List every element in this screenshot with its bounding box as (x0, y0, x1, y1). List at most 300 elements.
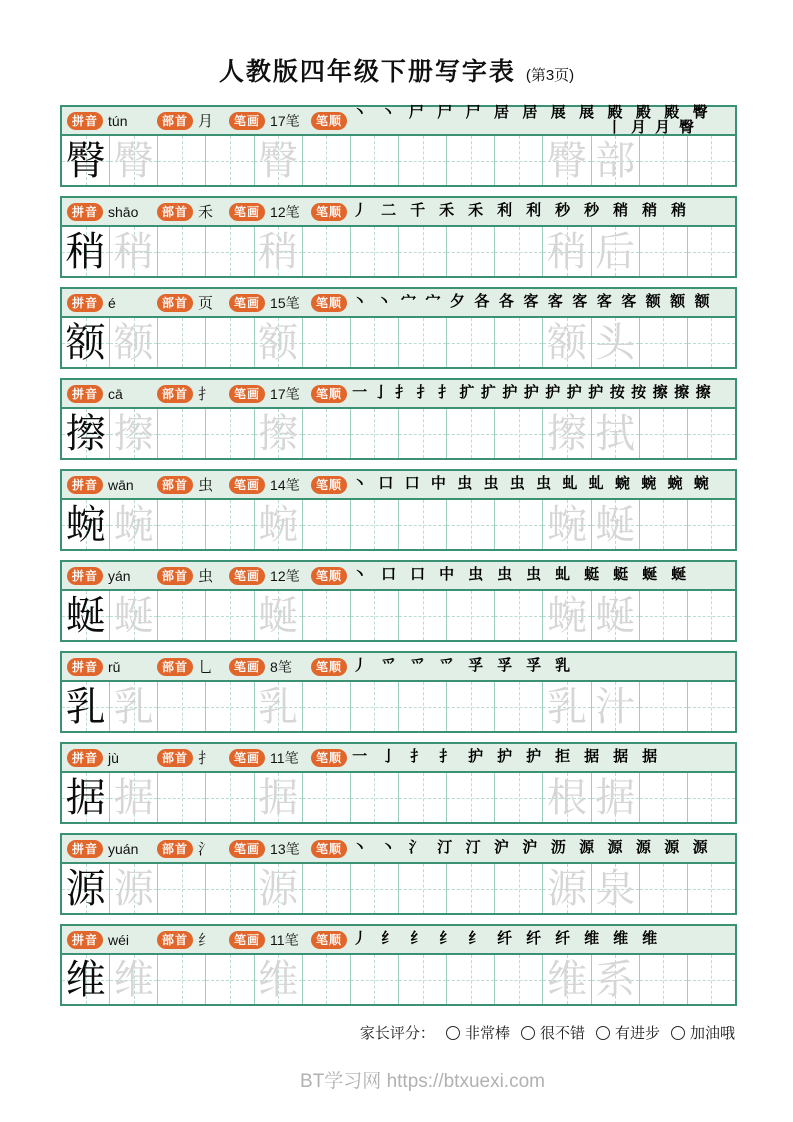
practice-cell (351, 318, 399, 367)
practice-cell (592, 500, 640, 549)
character-block (60, 105, 737, 187)
practice-cell (399, 682, 447, 731)
rating-option-label: 很不错 (539, 1025, 585, 1042)
practice-cell (688, 136, 735, 185)
pinyin-value: wéi (108, 931, 130, 948)
practice-grid (62, 227, 735, 276)
practice-cell (158, 500, 206, 549)
row-header-band (62, 471, 735, 500)
practice-cell (110, 591, 158, 640)
practice-cell (640, 409, 688, 458)
character-model: 蜒 (65, 592, 106, 638)
character-block (60, 287, 737, 369)
word-trace: 蜒 (595, 501, 636, 547)
practice-cell (399, 591, 447, 640)
practice-cell (543, 318, 591, 367)
practice-cell (206, 227, 254, 276)
practice-cell (399, 500, 447, 549)
practice-cell (62, 318, 110, 367)
practice-cell (447, 864, 495, 913)
stroke-order-line: 丨月月臀 (606, 119, 703, 136)
practice-cell (688, 500, 735, 549)
practice-grid (62, 136, 735, 185)
stroke-count-value: 17笔 (270, 112, 300, 129)
word-trace: 额 (546, 319, 587, 365)
radical-badge: 部首 (157, 749, 193, 767)
word-trace: 蜿 (546, 592, 587, 638)
stroke-order-line: 一亅扌扌护护护拒据据据 (352, 749, 672, 765)
practice-cell (158, 591, 206, 640)
character-trace: 乳 (258, 683, 299, 729)
rating-circle-icon (671, 1026, 685, 1040)
radical-value: 扌 (198, 751, 214, 767)
word-trace: 臀 (546, 137, 587, 183)
practice-cell (543, 227, 591, 276)
character-trace: 稍 (113, 228, 154, 274)
character-trace: 臀 (258, 137, 299, 183)
stroke-count-value: 14笔 (270, 476, 300, 493)
practice-cell (447, 682, 495, 731)
word-trace: 擦 (546, 410, 587, 456)
pinyin-value: cā (108, 385, 123, 402)
rating-option (671, 1022, 735, 1043)
character-model: 额 (65, 319, 106, 365)
practice-cell (158, 773, 206, 822)
rating-circle-icon (521, 1026, 535, 1040)
rating-option-label: 有进步 (614, 1025, 660, 1042)
practice-cell (255, 500, 303, 549)
pinyin-badge: 拼音 (67, 567, 103, 585)
practice-cell (110, 955, 158, 1004)
stroke-order-line: 丶丶宀宀夕各各客客客客客额额额 (352, 294, 720, 310)
word-trace: 乳 (546, 683, 587, 729)
row-header-band (62, 289, 735, 318)
practice-cell (495, 227, 543, 276)
practice-cell (447, 409, 495, 458)
stroke-order-line: 丶口口中虫虫虫虫虬虬蜿蜿蜿蜿 (352, 476, 721, 492)
practice-cell (303, 682, 351, 731)
character-trace: 据 (258, 774, 299, 820)
practice-cell (399, 864, 447, 913)
stroke-count-value: 11笔 (270, 931, 299, 948)
practice-cell (158, 409, 206, 458)
pinyin-badge: 拼音 (67, 385, 103, 403)
stroke-count-badge: 笔画 (229, 658, 265, 676)
practice-cell (303, 409, 351, 458)
practice-cell (592, 318, 640, 367)
stroke-order-sequence (352, 289, 731, 316)
practice-cell (158, 227, 206, 276)
practice-cell (399, 409, 447, 458)
practice-cell (303, 773, 351, 822)
pinyin-badge: 拼音 (67, 749, 103, 767)
practice-cell (255, 318, 303, 367)
practice-cell (688, 591, 735, 640)
character-trace: 臀 (113, 137, 154, 183)
practice-cell (495, 318, 543, 367)
character-trace: 源 (258, 865, 299, 911)
rating-circle-icon (446, 1026, 460, 1040)
practice-grid (62, 318, 735, 367)
practice-cell (640, 591, 688, 640)
stroke-order-line: 丶丶尸尸尸居居展展殿殿殿臀 (352, 104, 722, 121)
character-trace: 擦 (258, 410, 299, 456)
practice-cell (255, 409, 303, 458)
practice-cell (303, 136, 351, 185)
practice-cell (351, 773, 399, 822)
character-trace: 据 (113, 774, 154, 820)
practice-cell (255, 864, 303, 913)
character-model: 据 (65, 774, 106, 820)
practice-cell (543, 136, 591, 185)
practice-grid (62, 591, 735, 640)
row-header-band (62, 653, 735, 682)
site-watermark: BT学习网 https://btxuexi.com (300, 1071, 545, 1092)
stroke-count-value: 12笔 (270, 567, 300, 584)
practice-cell (255, 227, 303, 276)
practice-cell (592, 591, 640, 640)
stroke-order-sequence (352, 380, 731, 407)
pinyin-badge: 拼音 (67, 112, 103, 130)
character-block (60, 196, 737, 278)
practice-cell (543, 955, 591, 1004)
stroke-order-sequence (352, 835, 731, 862)
character-trace: 蜒 (258, 592, 299, 638)
practice-cell (688, 955, 735, 1004)
radical-badge: 部首 (157, 294, 193, 312)
stroke-order-line: 丶丶氵汀汀沪沪沥源源源源源 (352, 840, 722, 856)
character-model: 维 (65, 956, 106, 1002)
pinyin-badge: 拼音 (67, 840, 103, 858)
practice-cell (158, 955, 206, 1004)
practice-cell (688, 864, 735, 913)
character-trace: 蜿 (113, 501, 154, 547)
stroke-order-line: 一亅扌扌扌扩扩护护护护护按按擦擦擦 (352, 385, 718, 401)
row-header-band (62, 835, 735, 864)
row-header-band (62, 744, 735, 773)
practice-cell (303, 864, 351, 913)
practice-cell (495, 682, 543, 731)
practice-cell (206, 591, 254, 640)
practice-cell (592, 773, 640, 822)
practice-cell (62, 864, 110, 913)
radical-badge: 部首 (157, 112, 193, 130)
word-trace: 蜿 (546, 501, 587, 547)
radical-value: 氵 (198, 842, 214, 858)
practice-cell (351, 227, 399, 276)
practice-cell (592, 227, 640, 276)
practice-cell (206, 500, 254, 549)
rating-option-label: 加油哦 (689, 1025, 735, 1042)
practice-cell (351, 864, 399, 913)
practice-cell (110, 227, 158, 276)
practice-cell (640, 136, 688, 185)
stroke-order-badge: 笔顺 (311, 840, 347, 858)
stroke-order-badge: 笔顺 (311, 658, 347, 676)
stroke-count-badge: 笔画 (229, 931, 265, 949)
radical-value: 虫 (198, 569, 214, 585)
radical-badge: 部首 (157, 203, 193, 221)
stroke-order-sequence (352, 471, 731, 498)
character-trace: 维 (113, 956, 154, 1002)
practice-cell (495, 500, 543, 549)
character-model: 乳 (65, 683, 106, 729)
practice-cell (592, 136, 640, 185)
radical-value: 虫 (198, 478, 214, 494)
practice-cell (640, 955, 688, 1004)
practice-cell (640, 500, 688, 549)
practice-grid (62, 773, 735, 822)
stroke-count-badge: 笔画 (229, 385, 265, 403)
stroke-order-line: 丿爫爫爫孚孚孚乳 (352, 658, 585, 674)
practice-cell (640, 682, 688, 731)
rating-option (446, 1022, 510, 1043)
character-block (60, 469, 737, 551)
practice-cell (303, 227, 351, 276)
rating-label: 家长评分： (359, 1025, 435, 1042)
practice-cell (206, 773, 254, 822)
word-trace: 源 (546, 865, 587, 911)
stroke-order-sequence (352, 744, 731, 771)
word-trace: 泉 (595, 865, 636, 911)
practice-cell (447, 955, 495, 1004)
word-trace: 据 (595, 774, 636, 820)
radical-value: 页 (198, 296, 214, 312)
stroke-count-badge: 笔画 (229, 112, 265, 130)
character-trace: 蜿 (258, 501, 299, 547)
character-trace: 稍 (258, 228, 299, 274)
practice-cell (158, 682, 206, 731)
practice-cell (255, 773, 303, 822)
stroke-count-value: 8笔 (270, 658, 292, 675)
stroke-order-badge: 笔顺 (311, 931, 347, 949)
pinyin-value: shāo (108, 203, 139, 220)
practice-cell (110, 136, 158, 185)
character-trace: 源 (113, 865, 154, 911)
rating-option-label: 非常棒 (464, 1025, 510, 1042)
pinyin-value: yán (108, 567, 131, 584)
character-model: 擦 (65, 410, 106, 456)
stroke-count-value: 11笔 (270, 749, 299, 766)
practice-cell (351, 409, 399, 458)
practice-cell (62, 773, 110, 822)
stroke-order-badge: 笔顺 (311, 203, 347, 221)
practice-cell (110, 409, 158, 458)
radical-value: 纟 (198, 933, 214, 949)
stroke-order-badge: 笔顺 (311, 294, 347, 312)
stroke-count-badge: 笔画 (229, 567, 265, 585)
character-model: 稍 (65, 228, 106, 274)
row-header-band (62, 380, 735, 409)
row-header-band (62, 562, 735, 591)
practice-cell (62, 955, 110, 1004)
radical-badge: 部首 (157, 840, 193, 858)
page-header (0, 0, 793, 88)
practice-cell (543, 409, 591, 458)
word-trace: 维 (546, 956, 587, 1002)
practice-cell (255, 682, 303, 731)
practice-cell (399, 955, 447, 1004)
practice-cell (351, 500, 399, 549)
rows-container (60, 105, 737, 1015)
practice-cell (592, 864, 640, 913)
radical-value: 扌 (198, 387, 214, 403)
practice-cell (447, 227, 495, 276)
stroke-order-line: 丿二千禾禾利利秒秒稍稍稍 (352, 203, 701, 219)
practice-cell (158, 864, 206, 913)
practice-cell (206, 955, 254, 1004)
practice-cell (640, 864, 688, 913)
practice-cell (592, 409, 640, 458)
practice-cell (206, 864, 254, 913)
character-block (60, 378, 737, 460)
practice-cell (206, 409, 254, 458)
practice-cell (592, 955, 640, 1004)
practice-cell (495, 773, 543, 822)
stroke-order-badge: 笔顺 (311, 112, 347, 130)
radical-value: 禾 (198, 205, 214, 221)
stroke-count-badge: 笔画 (229, 203, 265, 221)
practice-cell (495, 591, 543, 640)
practice-cell (351, 591, 399, 640)
practice-cell (158, 136, 206, 185)
practice-cell (303, 591, 351, 640)
stroke-order-badge: 笔顺 (311, 749, 347, 767)
stroke-order-sequence (352, 198, 731, 225)
practice-cell (399, 318, 447, 367)
stroke-order-badge: 笔顺 (311, 567, 347, 585)
stroke-order-sequence (352, 653, 731, 680)
practice-cell (447, 773, 495, 822)
stroke-order-sequence (352, 562, 731, 589)
practice-grid (62, 955, 735, 1004)
stroke-order-line: 丶口口中虫虫虫虬蜓蜓蜒蜒 (352, 567, 701, 583)
practice-cell (110, 773, 158, 822)
practice-cell (399, 136, 447, 185)
word-trace: 根 (546, 774, 587, 820)
stroke-order-badge: 笔顺 (311, 476, 347, 494)
word-trace: 部 (595, 137, 636, 183)
pinyin-badge: 拼音 (67, 931, 103, 949)
row-header-band (62, 926, 735, 955)
practice-cell (351, 682, 399, 731)
rating-option (521, 1022, 585, 1043)
character-trace: 擦 (113, 410, 154, 456)
word-trace: 汁 (595, 683, 636, 729)
pinyin-value: é (108, 294, 116, 311)
character-model: 臀 (65, 137, 106, 183)
character-block (60, 560, 737, 642)
stroke-order-sequence (352, 104, 731, 136)
practice-cell (110, 864, 158, 913)
practice-grid (62, 500, 735, 549)
practice-grid (62, 409, 735, 458)
pinyin-badge: 拼音 (67, 658, 103, 676)
practice-cell (543, 591, 591, 640)
pinyin-value: tún (108, 112, 128, 129)
stroke-count-value: 15笔 (270, 294, 300, 311)
practice-cell (688, 227, 735, 276)
practice-cell (110, 682, 158, 731)
practice-cell (351, 955, 399, 1004)
practice-cell (303, 500, 351, 549)
radical-badge: 部首 (157, 658, 193, 676)
practice-cell (62, 136, 110, 185)
word-trace: 蜒 (595, 592, 636, 638)
practice-cell (303, 318, 351, 367)
practice-cell (640, 227, 688, 276)
practice-cell (688, 773, 735, 822)
stroke-count-badge: 笔画 (229, 749, 265, 767)
parent-rating-row (360, 1022, 735, 1043)
character-block (60, 833, 737, 915)
practice-cell (62, 682, 110, 731)
character-trace: 额 (113, 319, 154, 365)
radical-badge: 部首 (157, 567, 193, 585)
word-trace: 稍 (546, 228, 587, 274)
practice-cell (62, 227, 110, 276)
radical-value: 乚 (198, 660, 214, 676)
radical-badge: 部首 (157, 385, 193, 403)
practice-cell (255, 591, 303, 640)
stroke-count-badge: 笔画 (229, 476, 265, 494)
pinyin-badge: 拼音 (67, 294, 103, 312)
practice-cell (640, 318, 688, 367)
pinyin-badge: 拼音 (67, 203, 103, 221)
stroke-count-value: 12笔 (270, 203, 300, 220)
word-trace: 头 (595, 319, 636, 365)
pinyin-badge: 拼音 (67, 476, 103, 494)
practice-cell (62, 591, 110, 640)
stroke-order-sequence (352, 926, 731, 953)
radical-badge: 部首 (157, 476, 193, 494)
character-block (60, 742, 737, 824)
pinyin-value: rǔ (108, 658, 121, 675)
practice-cell (399, 773, 447, 822)
practice-cell (110, 500, 158, 549)
word-trace: 拭 (595, 410, 636, 456)
practice-cell (447, 136, 495, 185)
word-trace: 后 (595, 228, 636, 274)
practice-cell (495, 955, 543, 1004)
stroke-count-value: 13笔 (270, 840, 300, 857)
practice-cell (495, 136, 543, 185)
practice-cell (447, 591, 495, 640)
practice-cell (543, 500, 591, 549)
character-trace: 乳 (113, 683, 154, 729)
pinyin-value: yuán (108, 840, 139, 857)
practice-cell (495, 409, 543, 458)
page-title: 人教版四年级下册写字表 (218, 59, 516, 86)
character-block (60, 924, 737, 1006)
practice-cell (158, 318, 206, 367)
practice-cell (110, 318, 158, 367)
practice-grid (62, 682, 735, 731)
stroke-count-badge: 笔画 (229, 840, 265, 858)
row-header-band (62, 104, 735, 136)
character-trace: 维 (258, 956, 299, 1002)
practice-cell (688, 409, 735, 458)
character-model: 源 (65, 865, 106, 911)
practice-cell (303, 955, 351, 1004)
practice-cell (206, 682, 254, 731)
practice-cell (399, 227, 447, 276)
stroke-count-value: 17笔 (270, 385, 300, 402)
character-trace: 额 (258, 319, 299, 365)
rating-option (596, 1022, 660, 1043)
practice-grid (62, 864, 735, 913)
practice-cell (62, 500, 110, 549)
